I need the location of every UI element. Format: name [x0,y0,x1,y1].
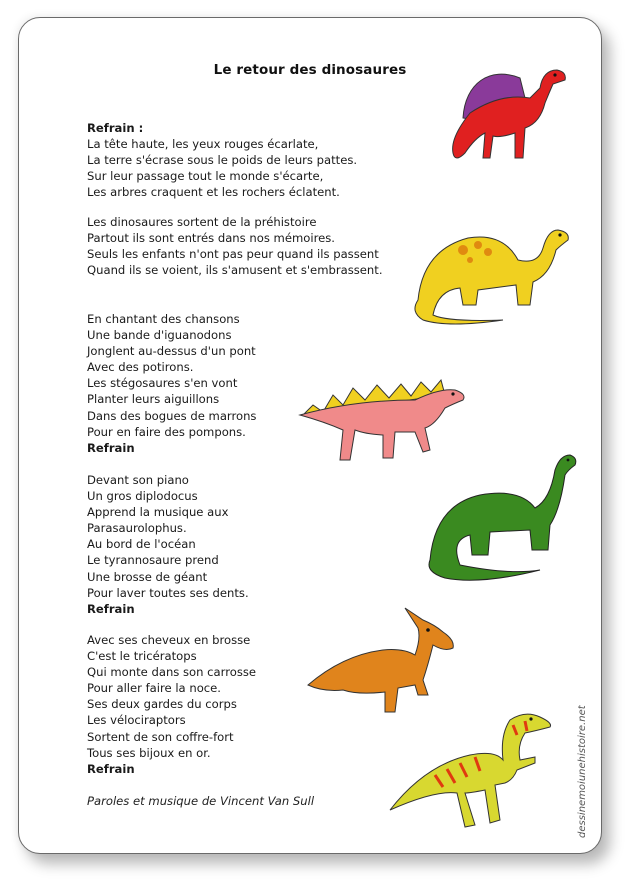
lyric-line: Avec des potirons. [87,360,194,375]
credits: Paroles et musique de Vincent Van Sull [87,794,315,808]
stanza-5 [87,632,256,777]
refrain-marker: Refrain [87,601,135,616]
spinosaurus-illustration [445,58,570,168]
lyric-line: Pour aller faire la noce. [87,681,221,696]
lyric-line: Jonglent au-dessus d'un pont [87,344,256,359]
lyric-line: La tête haute, les yeux rouges écarlate, [87,137,319,152]
parasaurolophus-illustration [303,600,463,720]
stanza-4 [87,472,249,617]
lyric-line: Parasaurolophus. [87,521,187,536]
lyric-line: Les stégosaures s'en vont [87,376,238,391]
lyric-line: Partout ils sont entrés dans nos mémoires. [87,231,335,246]
lyric-line: Les dinosaures sortent de la préhistoire [87,215,317,229]
diplodocus-illustration [420,450,580,585]
stanza-3 [87,311,256,456]
lyric-line: La terre s'écrase sous le poids de leurs pattes. [87,153,358,168]
lyric-line: Planter leurs aiguillons [87,392,220,407]
lyric-line: Une brosse de géant [87,569,208,584]
stanza-refrain [87,120,357,200]
lyric-line: Ses deux gardes du corps [87,697,237,712]
lyric-line: Un gros diplodocus [87,489,198,504]
lyric-line: Pour en faire des pompons. [87,424,246,439]
lyric-line: Apprend la musique aux [87,505,229,520]
lyric-line: Sur leur passage tout le monde s'écarte, [87,169,324,184]
lyric-line: Pour laver toutes ses dents. [87,585,249,600]
velociraptor-illustration [385,705,555,830]
lyric-line: C'est le tricératops [87,649,197,664]
refrain-heading: Refrain : [87,121,144,135]
lyric-line: Dans des bogues de marrons [87,408,257,423]
lyric-line: Les vélociraptors [87,713,186,728]
refrain-marker: Refrain [87,761,135,776]
song-title: Le retour des dinosaures [213,62,407,78]
watermark: dessinemoiunehistoire.net [577,705,588,838]
lyric-line: Tous ses bijoux en or. [87,745,211,760]
lyric-line: En chantant des chansons [87,312,240,326]
refrain-marker: Refrain [87,440,135,455]
lyric-line: Sortent de son coffre-fort [87,729,234,744]
lyric-line: Au bord de l'océan [87,537,196,552]
lyric-line: Une bande d'iguanodons [87,328,232,343]
stanza-2 [87,214,383,278]
lyric-line: Les arbres craquent et les rochers éclatent. [87,185,340,200]
lyric-line: Qui monte dans son carrosse [87,665,257,680]
lyric-line: Seuls les enfants n'ont pas peur quand ils passent [87,247,379,262]
lyric-line: Devant son piano [87,473,189,487]
lyric-line: Le tyrannosaure prend [87,553,219,568]
brachiosaurus-illustration [408,220,578,328]
lyric-line: Avec ses cheveux en brosse [87,633,251,647]
lyric-line: Quand ils se voient, ils s'amusent et s'embrassent. [87,263,383,278]
